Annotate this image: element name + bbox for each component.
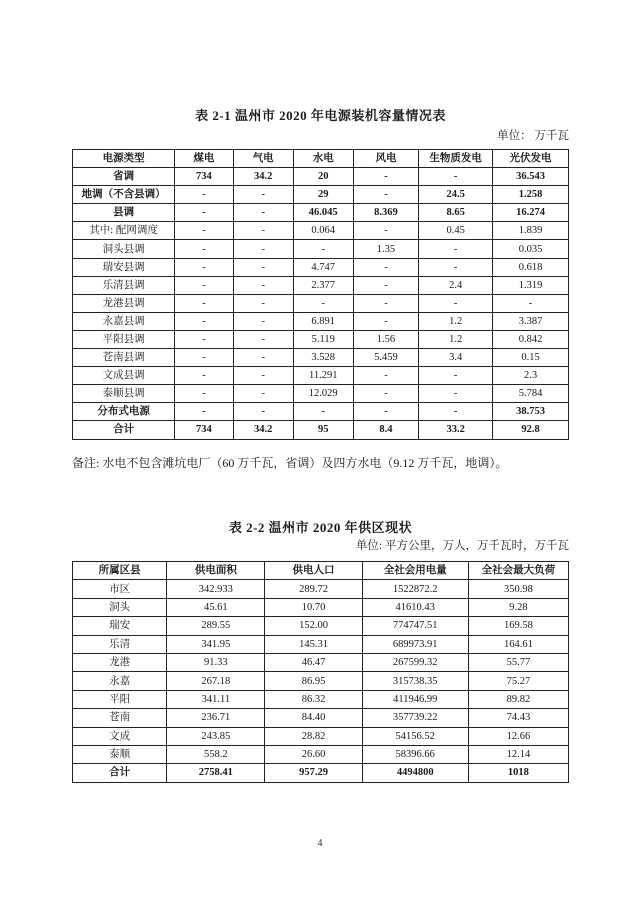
column-header: 光伏发电 <box>493 150 569 168</box>
cell-value: - <box>175 294 234 312</box>
table-row <box>73 330 569 348</box>
cell-value: 957.29 <box>265 764 362 782</box>
row-label: 地调（不含县调） <box>73 186 175 204</box>
cell-value: 12.029 <box>293 385 353 403</box>
cell-value: 84.40 <box>265 709 362 727</box>
cell-value: 689973.91 <box>362 635 468 653</box>
cell-value: 289.55 <box>167 617 265 635</box>
cell-value: 55.77 <box>468 653 568 671</box>
cell-value: - <box>175 240 234 258</box>
cell-value: 34.2 <box>233 421 293 439</box>
cell-value: - <box>233 403 293 421</box>
cell-value: - <box>353 186 418 204</box>
cell-value: - <box>175 367 234 385</box>
row-label: 乐清县调 <box>73 276 175 294</box>
table-row <box>73 349 569 367</box>
table-row <box>73 745 569 763</box>
row-label: 乐清 <box>73 635 167 653</box>
cell-value: 2758.41 <box>167 764 265 782</box>
cell-value: - <box>233 330 293 348</box>
table-row <box>73 672 569 690</box>
cell-value: - <box>233 385 293 403</box>
row-label: 永嘉 <box>73 672 167 690</box>
cell-value: 6.891 <box>293 312 353 330</box>
cell-value: - <box>175 186 234 204</box>
cell-value: - <box>353 258 418 276</box>
cell-value: 58396.66 <box>362 745 468 763</box>
cell-value: - <box>175 330 234 348</box>
cell-value: 411946.99 <box>362 690 468 708</box>
column-header: 全社会最大负荷 <box>468 562 568 580</box>
cell-value: 152.00 <box>265 617 362 635</box>
cell-value: 75.27 <box>468 672 568 690</box>
cell-value: 33.2 <box>419 421 493 439</box>
row-label: 泰顺 <box>73 745 167 763</box>
cell-value: 169.58 <box>468 617 568 635</box>
table-row <box>73 421 569 439</box>
cell-value: 350.98 <box>468 580 568 598</box>
cell-value: 3.4 <box>419 349 493 367</box>
column-header: 风电 <box>353 150 418 168</box>
table-row <box>73 617 569 635</box>
cell-value: 20 <box>293 168 353 186</box>
cell-value: 10.70 <box>265 598 362 616</box>
cell-value: 1018 <box>468 764 568 782</box>
cell-value: 74.43 <box>468 709 568 727</box>
cell-value: - <box>293 240 353 258</box>
cell-value: - <box>175 222 234 240</box>
cell-value: 774747.51 <box>362 617 468 635</box>
cell-value: 9.28 <box>468 598 568 616</box>
cell-value: 24.5 <box>419 186 493 204</box>
cell-value: - <box>419 258 493 276</box>
table-row <box>73 709 569 727</box>
cell-value: 4494800 <box>362 764 468 782</box>
cell-value: 0.45 <box>419 222 493 240</box>
cell-value: 46.045 <box>293 204 353 222</box>
cell-value: 41610.43 <box>362 598 468 616</box>
cell-value: - <box>353 294 418 312</box>
cell-value: - <box>233 240 293 258</box>
row-label: 文成县调 <box>73 367 175 385</box>
page-number: 4 <box>317 838 323 849</box>
cell-value: 89.82 <box>468 690 568 708</box>
row-label: 平阳 <box>73 690 167 708</box>
cell-value: - <box>233 312 293 330</box>
row-label: 龙港县调 <box>73 294 175 312</box>
cell-value: 34.2 <box>233 168 293 186</box>
row-label: 龙港 <box>73 653 167 671</box>
row-label: 苍南 <box>73 709 167 727</box>
power-capacity-table <box>72 149 569 440</box>
cell-value: 3.528 <box>293 349 353 367</box>
table2-unit-label: 单位: 平方公里，万人，万千瓦时，万千瓦 <box>355 540 569 552</box>
cell-value: 1.258 <box>493 186 569 204</box>
cell-value: 92.8 <box>493 421 569 439</box>
table-row <box>73 727 569 745</box>
cell-value: - <box>419 367 493 385</box>
cell-value: 2.3 <box>493 367 569 385</box>
cell-value: 357739.22 <box>362 709 468 727</box>
cell-value: 95 <box>293 421 353 439</box>
cell-value: - <box>419 240 493 258</box>
column-header: 电源类型 <box>73 150 175 168</box>
table-row <box>73 385 569 403</box>
cell-value: - <box>353 367 418 385</box>
cell-value: 8.4 <box>353 421 418 439</box>
cell-value: - <box>233 186 293 204</box>
cell-value: - <box>353 385 418 403</box>
cell-value: 16.274 <box>493 204 569 222</box>
row-label: 永嘉县调 <box>73 312 175 330</box>
cell-value: 8.65 <box>419 204 493 222</box>
cell-value: 28.82 <box>265 727 362 745</box>
table-row <box>73 598 569 616</box>
header-row <box>73 150 569 168</box>
cell-value: 54156.52 <box>362 727 468 745</box>
table-row <box>73 276 569 294</box>
row-label: 洞头县调 <box>73 240 175 258</box>
cell-value: - <box>419 294 493 312</box>
cell-value: 267599.32 <box>362 653 468 671</box>
column-header: 水电 <box>293 150 353 168</box>
table-row <box>73 403 569 421</box>
cell-value: - <box>233 294 293 312</box>
header-row <box>73 562 569 580</box>
cell-value: 5.784 <box>493 385 569 403</box>
row-label: 平阳县调 <box>73 330 175 348</box>
cell-value: 0.035 <box>493 240 569 258</box>
cell-value: - <box>175 349 234 367</box>
cell-value: - <box>493 294 569 312</box>
cell-value: - <box>233 222 293 240</box>
cell-value: 38.753 <box>493 403 569 421</box>
cell-value: 267.18 <box>167 672 265 690</box>
table-row <box>73 367 569 385</box>
row-label: 洞头 <box>73 598 167 616</box>
cell-value: 243.85 <box>167 727 265 745</box>
cell-value: 734 <box>175 421 234 439</box>
cell-value: - <box>233 204 293 222</box>
column-header: 所属区县 <box>73 562 167 580</box>
cell-value: 5.119 <box>293 330 353 348</box>
cell-value: - <box>175 204 234 222</box>
cell-value: 164.61 <box>468 635 568 653</box>
cell-value: 26.60 <box>265 745 362 763</box>
table-row <box>73 258 569 276</box>
cell-value: 91.33 <box>167 653 265 671</box>
cell-value: - <box>233 276 293 294</box>
cell-value: 341.95 <box>167 635 265 653</box>
table2-title: 表 2-2 温州市 2020 年供区现状 <box>228 520 413 535</box>
table-row <box>73 690 569 708</box>
cell-value: - <box>353 276 418 294</box>
row-label: 泰顺县调 <box>73 385 175 403</box>
row-label: 分布式电源 <box>73 403 175 421</box>
cell-value: 3.387 <box>493 312 569 330</box>
cell-value: - <box>175 276 234 294</box>
cell-value: 1522872.2 <box>362 580 468 598</box>
cell-value: - <box>233 258 293 276</box>
row-label: 省调 <box>73 168 175 186</box>
cell-value: - <box>175 385 234 403</box>
row-label: 合计 <box>73 421 175 439</box>
table-row <box>73 294 569 312</box>
table-row <box>73 764 569 782</box>
table-row <box>73 222 569 240</box>
row-label: 其中: 配网调度 <box>73 222 175 240</box>
cell-value: 12.14 <box>468 745 568 763</box>
cell-value: 734 <box>175 168 234 186</box>
cell-value: - <box>233 367 293 385</box>
cell-value: 29 <box>293 186 353 204</box>
cell-value: 1.319 <box>493 276 569 294</box>
row-label: 苍南县调 <box>73 349 175 367</box>
row-label: 文成 <box>73 727 167 745</box>
cell-value: 2.4 <box>419 276 493 294</box>
table-row <box>73 168 569 186</box>
cell-value: 5.459 <box>353 349 418 367</box>
cell-value: - <box>175 258 234 276</box>
cell-value: 45.61 <box>167 598 265 616</box>
table-row <box>73 186 569 204</box>
table-row <box>73 240 569 258</box>
row-label: 瑞安县调 <box>73 258 175 276</box>
cell-value: 341.11 <box>167 690 265 708</box>
cell-value: - <box>353 403 418 421</box>
cell-value: - <box>175 403 234 421</box>
cell-value: - <box>353 168 418 186</box>
table-row <box>73 312 569 330</box>
cell-value: 0.842 <box>493 330 569 348</box>
table-row <box>73 580 569 598</box>
cell-value: 86.95 <box>265 672 362 690</box>
column-header: 生物质发电 <box>419 150 493 168</box>
cell-value: 1.35 <box>353 240 418 258</box>
cell-value: - <box>293 403 353 421</box>
table1-note: 备注: 水电不包含滩坑电厂（60 万千瓦，省调）及四方水电（9.12 万千瓦，地调）。 <box>72 456 508 470</box>
cell-value: - <box>419 403 493 421</box>
cell-value: 236.71 <box>167 709 265 727</box>
cell-value: - <box>233 349 293 367</box>
cell-value: 11.291 <box>293 367 353 385</box>
cell-value: 8.369 <box>353 204 418 222</box>
cell-value: 1.2 <box>419 330 493 348</box>
column-header: 全社会用电量 <box>362 562 468 580</box>
cell-value: 36.543 <box>493 168 569 186</box>
cell-value: 12.66 <box>468 727 568 745</box>
cell-value: 289.72 <box>265 580 362 598</box>
row-label: 合计 <box>73 764 167 782</box>
cell-value: 1.839 <box>493 222 569 240</box>
cell-value: 0.618 <box>493 258 569 276</box>
table-row <box>73 653 569 671</box>
cell-value: 0.15 <box>493 349 569 367</box>
column-header: 煤电 <box>175 150 234 168</box>
table-row <box>73 635 569 653</box>
cell-value: 145.31 <box>265 635 362 653</box>
supply-area-table <box>72 561 569 783</box>
cell-value: - <box>175 312 234 330</box>
cell-value: 0.064 <box>293 222 353 240</box>
table1-unit-label: 单位： 万千瓦 <box>497 130 569 142</box>
cell-value: - <box>293 294 353 312</box>
column-header: 气电 <box>233 150 293 168</box>
cell-value: - <box>419 385 493 403</box>
column-header: 供电人口 <box>265 562 362 580</box>
cell-value: 315738.35 <box>362 672 468 690</box>
cell-value: 4.747 <box>293 258 353 276</box>
cell-value: - <box>353 222 418 240</box>
cell-value: 558.2 <box>167 745 265 763</box>
cell-value: - <box>353 312 418 330</box>
cell-value: 1.56 <box>353 330 418 348</box>
cell-value: 46.47 <box>265 653 362 671</box>
cell-value: 342.933 <box>167 580 265 598</box>
row-label: 市区 <box>73 580 167 598</box>
row-label: 瑞安 <box>73 617 167 635</box>
cell-value: - <box>419 168 493 186</box>
cell-value: 1.2 <box>419 312 493 330</box>
table-row <box>73 204 569 222</box>
table1-title: 表 2-1 温州市 2020 年电源装机容量情况表 <box>195 108 446 123</box>
cell-value: 2.377 <box>293 276 353 294</box>
cell-value: 86.32 <box>265 690 362 708</box>
column-header: 供电面积 <box>167 562 265 580</box>
row-label: 县调 <box>73 204 175 222</box>
